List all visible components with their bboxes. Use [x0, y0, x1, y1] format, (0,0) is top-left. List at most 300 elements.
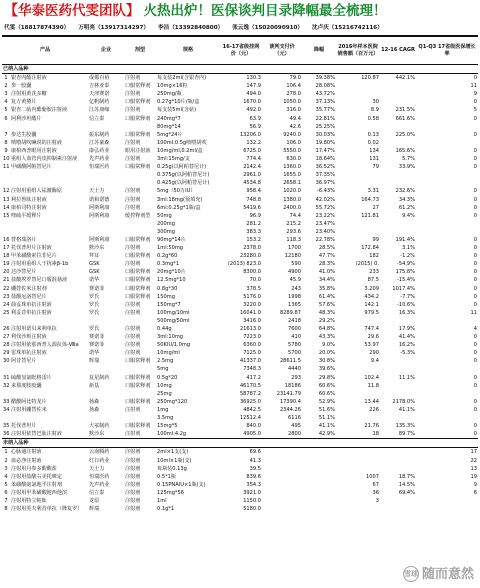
- table-cell: 0: [473, 374, 478, 381]
- table-cell: (2013) 823.0: [227, 261, 262, 268]
- table-cell: 12512.4: [239, 415, 262, 422]
- table-cell: (2015) 0.: [355, 261, 380, 268]
- table-cell: 142.1: [364, 301, 380, 308]
- table-cell: 130.3: [246, 75, 262, 82]
- table-cell: 182: [369, 253, 380, 260]
- table-cell: 0: [473, 382, 478, 389]
- column-header: Q1-Q3 17省级医保增长率: [416, 37, 478, 65]
- table-cell: 4440: [288, 366, 302, 373]
- table-cell: 9.4: [370, 358, 380, 365]
- table-cell: 0: [473, 261, 478, 268]
- table-cell: 175.8%: [395, 269, 416, 276]
- table-cell: [262, 457, 302, 465]
- table-cell: 100ml:4.2g: [157, 431, 187, 438]
- table-row: [2, 115, 478, 123]
- table-cell: [380, 228, 416, 236]
- table-cell: 16041.0: [239, 309, 262, 316]
- table-cell: 3ml:15mg/支: [157, 156, 190, 163]
- table-cell: 0.375g(以阿帕替尼计): [157, 172, 210, 179]
- table-cell: 1670.0: [243, 99, 262, 106]
- column-header: 规格: [156, 37, 220, 65]
- table-cell: [10, 365, 88, 373]
- table-cell: 1ml:50mg: [157, 245, 184, 252]
- representative: 张云逸（15020090910）: [232, 25, 303, 31]
- table-cell: 1365: [288, 301, 302, 308]
- table-cell: 吉林亚泰: [89, 83, 110, 90]
- table-cell: 4842.5: [243, 406, 262, 413]
- table-cell: 58787.2: [239, 390, 262, 397]
- table-cell: 罗氏: [89, 309, 100, 316]
- table-cell: 每支装5ml(含萜): [157, 107, 197, 114]
- table-cell: 281.2: [246, 220, 262, 227]
- table-cell: 诺华: [89, 277, 100, 284]
- table-cell: 17: [3, 245, 10, 252]
- table-cell: 12180: [284, 253, 302, 260]
- table-cell: 眼用注射液: [125, 147, 151, 154]
- table-cell: 辉瑞: [89, 358, 100, 365]
- table-cell: [416, 505, 478, 513]
- table-row: [2, 374, 478, 382]
- table-cell: 注射剂: [125, 261, 141, 268]
- table-cell: 注射剂: [125, 75, 141, 82]
- table-cell: 5mg*24片: [157, 131, 183, 138]
- table-cell: 注射剂: [125, 506, 141, 513]
- table-cell: [416, 171, 478, 179]
- table-cell: [124, 228, 156, 236]
- table-cell: 0.15PNAIU×1瓶(支): [157, 481, 206, 488]
- table-row: [2, 90, 478, 98]
- table-cell: 61.2%: [398, 204, 416, 211]
- table-cell: 25: [3, 309, 10, 316]
- table-cell: 0: [473, 431, 478, 438]
- table-cell: 1017.4%: [392, 285, 416, 292]
- table-cell: 23141.79: [276, 390, 302, 397]
- table-cell: 0: [473, 423, 478, 430]
- table-cell: 注射剂: [125, 301, 141, 308]
- table-cell: 293: [291, 374, 302, 381]
- table-cell: 0: [473, 115, 478, 122]
- table-cell: [2, 317, 10, 325]
- table-cell: [336, 365, 380, 373]
- table-cell: 87.5: [367, 277, 380, 284]
- column-header: 16-17省级挂网价（元）: [220, 37, 262, 65]
- table-cell: 17.9%: [398, 326, 416, 332]
- table-cell: 阿利沙坦酯片: [11, 115, 42, 122]
- table-row: [2, 260, 478, 268]
- representative: 李洁（13392840800）: [158, 25, 224, 31]
- table-cell: [336, 414, 380, 422]
- table-cell: 14.5%: [398, 481, 416, 488]
- table-cell: 8.9: [370, 107, 380, 114]
- table-cell: [88, 171, 124, 179]
- table-cell: [124, 220, 156, 228]
- table-cell: 重组人血管内皮抑制素注射液: [11, 156, 78, 163]
- table-cell: 63.9: [249, 115, 262, 122]
- table-cell: 口服常释剂: [125, 358, 151, 365]
- table-cell: -6.43%: [316, 188, 336, 195]
- table-row: [2, 276, 478, 284]
- table-cell: 0: [473, 147, 478, 154]
- table-cell: 30.03%: [315, 131, 336, 138]
- table-cell: 雷珠单抗注射液: [11, 350, 47, 357]
- table-cell: 12: [3, 188, 10, 195]
- table-cell: 293.6: [286, 228, 302, 235]
- table-cell: 0: [473, 342, 478, 349]
- table-cell: 血必净注射液: [11, 457, 42, 464]
- table-cell: 28.08%: [315, 83, 336, 90]
- table-cell: [302, 448, 336, 457]
- table-cell: 32: [3, 382, 10, 389]
- table-cell: 74.4: [289, 212, 302, 219]
- table-cell: 罗氏: [89, 293, 100, 300]
- table-cell: [416, 228, 478, 236]
- table-cell: 11: [470, 309, 478, 316]
- table-cell: 复方黄黛片: [11, 99, 37, 106]
- table-cell: 口服常释剂: [125, 382, 151, 389]
- table-cell: 200mg: [157, 220, 175, 227]
- table-cell: [302, 473, 336, 481]
- table-cell: 口服常释剂: [125, 277, 151, 284]
- table-cell: 36: [3, 431, 10, 438]
- table-cell: 2.5mg: [157, 358, 174, 365]
- table-cell: [262, 497, 302, 505]
- table-cell: 5180.0: [243, 506, 262, 513]
- table-cell: 恒瑞医药: [89, 164, 110, 171]
- table-cell: [380, 457, 416, 465]
- table-cell: 31: [3, 374, 10, 381]
- table-cell: [262, 505, 302, 513]
- table-cell: 注射剂: [125, 309, 141, 316]
- table-cell: [302, 505, 336, 513]
- table-cell: 52.9%: [318, 398, 336, 405]
- table-cell: 60.6%: [318, 382, 336, 389]
- table-cell: 250mg*120: [157, 398, 188, 405]
- table-cell: [380, 123, 416, 131]
- table-cell: 诺华: [89, 350, 100, 357]
- table-row: [2, 505, 478, 513]
- table-cell: 注射剂: [125, 489, 141, 496]
- table-cell: [88, 123, 124, 131]
- table-cell: 64.8%: [318, 326, 336, 332]
- table-cell: 42.02%: [315, 196, 336, 203]
- table-cell: 硫酸氢氯吡格雷片: [11, 374, 52, 381]
- table-cell: 11: [3, 164, 10, 171]
- table-cell: 龙原: [89, 497, 100, 504]
- table-cell: 3ml:18mg(预填充): [157, 196, 203, 203]
- table-cell: [336, 317, 380, 325]
- section-header-row: [2, 439, 478, 448]
- table-cell: 0.5*1瓶: [157, 473, 176, 480]
- table-cell: [336, 82, 380, 90]
- table-cell: 500mg/50ml: [157, 317, 190, 324]
- table-cell: 41.0%: [318, 269, 336, 276]
- table-cell: 银杏内酯注射液: [11, 75, 47, 82]
- table-cell: 4534.8: [243, 180, 262, 187]
- table-cell: [380, 448, 416, 457]
- table-cell: 注射用特立帕肽: [11, 497, 47, 504]
- table-cell: 注射用甲苯磺酸地西他滨: [11, 489, 68, 496]
- table-row: [2, 473, 478, 481]
- table-cell: 48.3%: [318, 309, 336, 316]
- table-row: [2, 457, 478, 465]
- table-cell: 26: [3, 326, 10, 332]
- table-cell: 天津赛诺: [89, 91, 110, 98]
- table-cell: 495: [291, 423, 302, 430]
- table-row: [2, 139, 478, 147]
- table-cell: [380, 382, 416, 390]
- table-row: [2, 131, 478, 139]
- table-cell: 口服常释剂: [125, 374, 151, 381]
- table-cell: 747.4: [364, 326, 380, 332]
- table-cell: [380, 220, 416, 228]
- table-cell: [380, 497, 416, 505]
- table-cell: 3220.0: [243, 301, 262, 308]
- table-cell: 0: [473, 406, 478, 413]
- table-cell: 罗氏: [89, 301, 100, 308]
- table-row: [2, 123, 478, 131]
- section-header-row: [2, 65, 478, 74]
- table-cell: 江苏康缘: [89, 107, 110, 114]
- table-cell: [88, 220, 124, 228]
- table-cell: 注射剂: [125, 457, 141, 464]
- table-cell: 信立泰: [89, 489, 105, 496]
- table-cell: 19.80%: [315, 139, 336, 146]
- table-cell: [262, 473, 302, 481]
- table-cell: 银杏二萜内酯葡胺注射液: [11, 107, 68, 114]
- table-cell: 2: [4, 457, 8, 464]
- table-cell: 6725.0: [243, 147, 262, 154]
- representative: 沈卢庆（15216742116）: [312, 25, 383, 31]
- table-cell: 8289.87: [279, 309, 302, 316]
- table-row: [2, 163, 478, 171]
- table-cell: 2418: [288, 317, 302, 324]
- table-cell: 36.97%: [315, 180, 336, 187]
- table-cell: 131: [369, 156, 380, 163]
- table-cell: [416, 317, 478, 325]
- table-cell: 102.4: [364, 374, 380, 381]
- table-cell: 39.6%: [318, 366, 336, 373]
- table-cell: 21.76: [364, 423, 380, 430]
- table-cell: 3.5mg: [157, 415, 174, 422]
- table-cell: 注射用依替巴肽注射液: [11, 431, 62, 438]
- table-cell: -54.9%: [396, 261, 416, 268]
- column-header: 剂型: [124, 37, 156, 65]
- table-cell: 口服常释剂: [125, 285, 151, 292]
- table-cell: 曲妥珠单抗注射液: [11, 301, 52, 308]
- table-cell: 5700: [288, 350, 302, 357]
- table-cell: 云南腾药: [89, 449, 110, 456]
- table-cell: [124, 123, 156, 131]
- table-cell: 37.13%: [315, 99, 336, 106]
- table-row: [2, 179, 478, 187]
- table-cell: 29.8%: [318, 374, 336, 381]
- table-cell: 43.72%: [315, 91, 336, 98]
- table-cell: 29.2%: [318, 317, 336, 324]
- table-cell: 69.6: [249, 449, 262, 456]
- table-cell: [262, 481, 302, 489]
- table-cell: 0.27g*10片/瓶/盒: [157, 99, 200, 106]
- table-cell: 注射用重组人尿激酶原: [11, 188, 62, 195]
- table-cell: 0: [473, 204, 478, 211]
- table-row: [2, 448, 478, 457]
- table-cell: 106.4: [286, 83, 302, 90]
- table-cell: 新基: [89, 382, 100, 389]
- table-cell: 1mg: [157, 406, 169, 413]
- table-cell: 50mg: [157, 212, 172, 219]
- table-cell: 利妥昔单抗注射液: [11, 309, 52, 316]
- table-cell: 5mg（50万IU）: [157, 188, 196, 195]
- table-row: [2, 268, 478, 276]
- table-cell: [2, 179, 10, 187]
- table-cell: 0: [473, 398, 478, 405]
- table-cell: 天士力: [89, 188, 105, 195]
- column-header: 产品: [2, 37, 88, 65]
- table-row: [2, 301, 478, 309]
- table-cell: 注射用英夫利昔单抗（隆复罗）: [11, 506, 83, 513]
- table-cell: 赛诺菲: [89, 285, 105, 292]
- table-cell: 6360.0: [243, 342, 262, 349]
- table-row: [2, 98, 478, 106]
- table-row: [2, 309, 478, 317]
- table-cell: 2378.0: [243, 245, 262, 252]
- table-cell: 18.7%: [398, 473, 416, 480]
- section-label: 已纳入品种: [2, 65, 478, 74]
- table-cell: 3: [4, 465, 8, 472]
- drug-table: [2, 37, 478, 513]
- table-row: [2, 228, 478, 236]
- table-cell: 12.5mg*10: [157, 277, 186, 284]
- table-cell: 278.0: [286, 91, 302, 98]
- table-cell: 利伐沙班注射液: [11, 334, 47, 341]
- table-cell: 红日药业: [89, 457, 110, 464]
- table-cell: 0: [473, 156, 478, 163]
- table-cell: 0.425g(以阿帕替尼计): [157, 180, 210, 187]
- table-row: [2, 252, 478, 260]
- table-cell: 9: [473, 481, 478, 488]
- table-cell: 41.4%: [398, 334, 416, 341]
- table-cell: 1380.0: [283, 196, 302, 203]
- table-cell: 378.5: [246, 285, 262, 292]
- table-cell: 甲苯磺酸索拉非尼片: [11, 253, 57, 260]
- table-cell: [380, 390, 416, 398]
- table-cell: 774.4: [246, 156, 262, 163]
- table-cell: 喷喂胡吹嘛说的注射液: [11, 139, 62, 146]
- table-cell: 106.0: [286, 139, 302, 146]
- table-cell: [10, 123, 88, 131]
- table-cell: 达沙替尼片: [11, 269, 37, 276]
- table-cell: 839.6: [246, 473, 262, 480]
- table-cell: 注射用黄芪多糖: [11, 91, 47, 98]
- table-cell: [416, 497, 478, 505]
- table-cell: 434.2: [364, 293, 380, 300]
- table-cell: 0: [473, 99, 478, 106]
- table-cell: 41337.0: [239, 358, 262, 365]
- table-cell: 29.6: [367, 334, 380, 341]
- table-cell: 134: [369, 147, 380, 154]
- table-cell: -5.3%: [400, 350, 416, 357]
- table-cell: 69.4%: [398, 489, 416, 496]
- table-cell: 0.02: [367, 139, 380, 146]
- table-cell: [88, 179, 124, 187]
- table-cell: 21613.0: [239, 326, 262, 332]
- table-cell: 80mg*14: [157, 123, 181, 130]
- table-cell: [262, 448, 302, 457]
- table-cell: 托伐普坦片: [11, 423, 37, 430]
- table-cell: [380, 317, 416, 325]
- table-cell: [88, 317, 124, 325]
- table-cell: [380, 171, 416, 179]
- table-cell: 0: [473, 253, 478, 260]
- table-cell: 10mg: [157, 382, 172, 389]
- table-cell: 22.81%: [315, 115, 336, 122]
- table-cell: 利拉鲁肽注射液: [11, 196, 47, 203]
- table-cell: 口服常释剂: [125, 398, 151, 405]
- table-cell: 天士力: [89, 465, 105, 472]
- table-cell: 注射用丹参多酚酸盐: [11, 465, 57, 472]
- table-cell: 16.2%: [398, 342, 416, 349]
- table-cell: 28: [3, 342, 10, 349]
- table-cell: 51.1%: [318, 415, 336, 422]
- table-cell: 0: [473, 245, 478, 252]
- table-cell: 0: [473, 164, 478, 171]
- table-row: [2, 204, 478, 212]
- table-cell: 注射剂: [125, 139, 141, 146]
- table-cell: 39.38%: [315, 75, 336, 82]
- table-cell: 注射剂: [125, 465, 141, 472]
- table-cell: 7600: [288, 326, 302, 332]
- table-cell: 240mg*7: [157, 115, 181, 122]
- table-row: [2, 285, 478, 293]
- table-cell: [416, 414, 478, 422]
- table-row: [2, 422, 478, 430]
- table-cell: [336, 390, 380, 398]
- table-cell: 1700: [288, 245, 302, 252]
- table-cell: 硼替佐米注射剂: [11, 285, 47, 292]
- table-cell: [380, 98, 416, 106]
- table-cell: 注射剂: [125, 481, 141, 488]
- table-cell: [2, 414, 10, 422]
- table-cell: 心脉通注射液: [11, 449, 42, 456]
- table-cell: 口服常释剂: [125, 99, 151, 106]
- table-cell: 5780: [288, 342, 302, 349]
- table-cell: 5mg: [157, 366, 169, 373]
- table-cell: 354.3: [246, 481, 262, 488]
- table-cell: 5: [4, 481, 8, 488]
- title-main: 火热出炉！医保谈判目录降幅最全梳理！: [143, 3, 387, 19]
- table-cell: 扬森: [89, 406, 100, 413]
- table-row: [2, 171, 478, 179]
- table-cell: 18: [3, 253, 10, 260]
- table-cell: [380, 365, 416, 373]
- table-row: [2, 497, 478, 505]
- table-cell: 748.8: [246, 196, 262, 203]
- table-cell: [302, 481, 336, 489]
- table-cell: 0.58: [367, 115, 380, 122]
- table-row: [2, 74, 478, 83]
- table-cell: 25.25%: [315, 123, 336, 130]
- table-cell: 3ml:10mg: [157, 334, 184, 341]
- table-cell: 信立泰: [89, 115, 105, 122]
- table-cell: 1998: [288, 293, 302, 300]
- table-cell: 20mg*10片: [157, 269, 186, 276]
- table-cell: 注射剂: [125, 91, 141, 98]
- table-cell: 1: [4, 449, 8, 456]
- table-cell: 注射剂: [125, 350, 141, 357]
- table-cell: 34: [3, 406, 10, 413]
- table-cell: 成都百裕: [89, 75, 110, 82]
- table-cell: 50KIU/1.0mg: [157, 342, 191, 349]
- table-cell: 28.5%: [318, 245, 336, 252]
